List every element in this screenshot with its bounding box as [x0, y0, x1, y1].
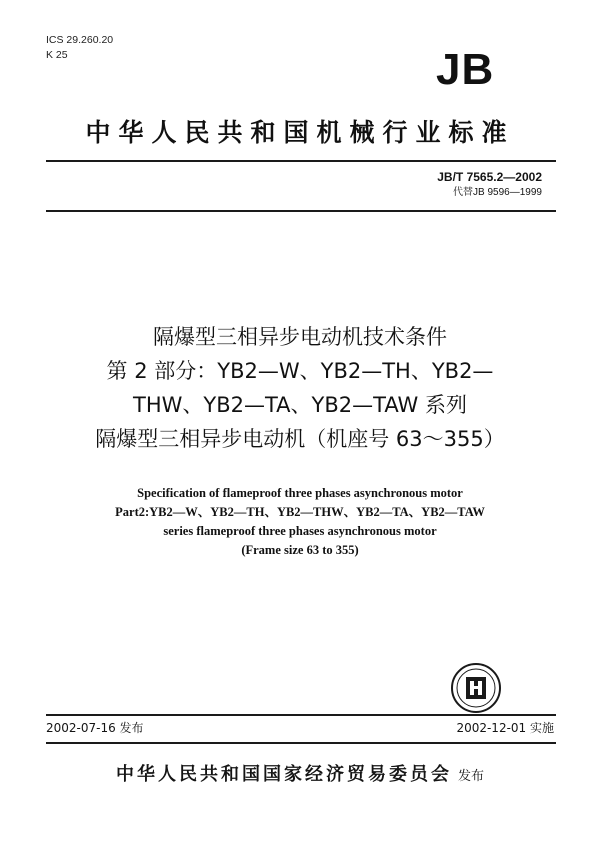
classification-codes [46, 33, 113, 63]
english-title-line-1: Specification of flameproof three phases asynchronous motor [137, 486, 463, 500]
replaced-standard: 代替JB 9596—1999 [453, 187, 542, 198]
chinese-title-line-1: 隔爆型三相异步电动机技术条件 [153, 325, 447, 349]
number-divider [46, 210, 556, 212]
issue-date: 2002-07-16 发布 [46, 721, 144, 735]
chinese-title-line-3: THW、YB2—TA、YB2—TAW 系列 [133, 393, 467, 417]
header-divider [46, 160, 556, 162]
english-title [40, 484, 560, 560]
english-title-line-4: (Frame size 63 to 355) [241, 543, 359, 557]
footer-divider [46, 714, 556, 716]
english-title-line-2: Part2:YB2—W、YB2—TH、YB2—THW、YB2—TA、YB2—TAW [115, 505, 485, 519]
ccs-code: K 25 [46, 49, 68, 61]
chinese-title-line-4: 隔爆型三相异步电动机（机座号 63～355） [95, 427, 505, 451]
chinese-title-line-2: 第 2 部分：YB2—W、YB2—TH、YB2— [106, 359, 494, 383]
publish-label: 发布 [457, 769, 484, 784]
certification-stamp-icon [450, 662, 502, 714]
issuing-authority [0, 760, 600, 786]
standard-number: JB/T 7565.2—2002 [437, 170, 542, 184]
issuing-organization: 中华人民共和国国家经济贸易委员会 [115, 764, 452, 785]
ics-code: ICS 29.260.20 [46, 34, 114, 46]
industry-standard-title: 中华人民共和国机械行业标准 [85, 118, 515, 147]
chinese-title [50, 320, 550, 456]
english-title-line-3: series flameproof three phases asynchronous motor [163, 524, 437, 538]
date-divider [46, 742, 556, 744]
implementation-date: 2002-12-01 实施 [456, 721, 554, 735]
jb-logo: JB [436, 45, 495, 94]
